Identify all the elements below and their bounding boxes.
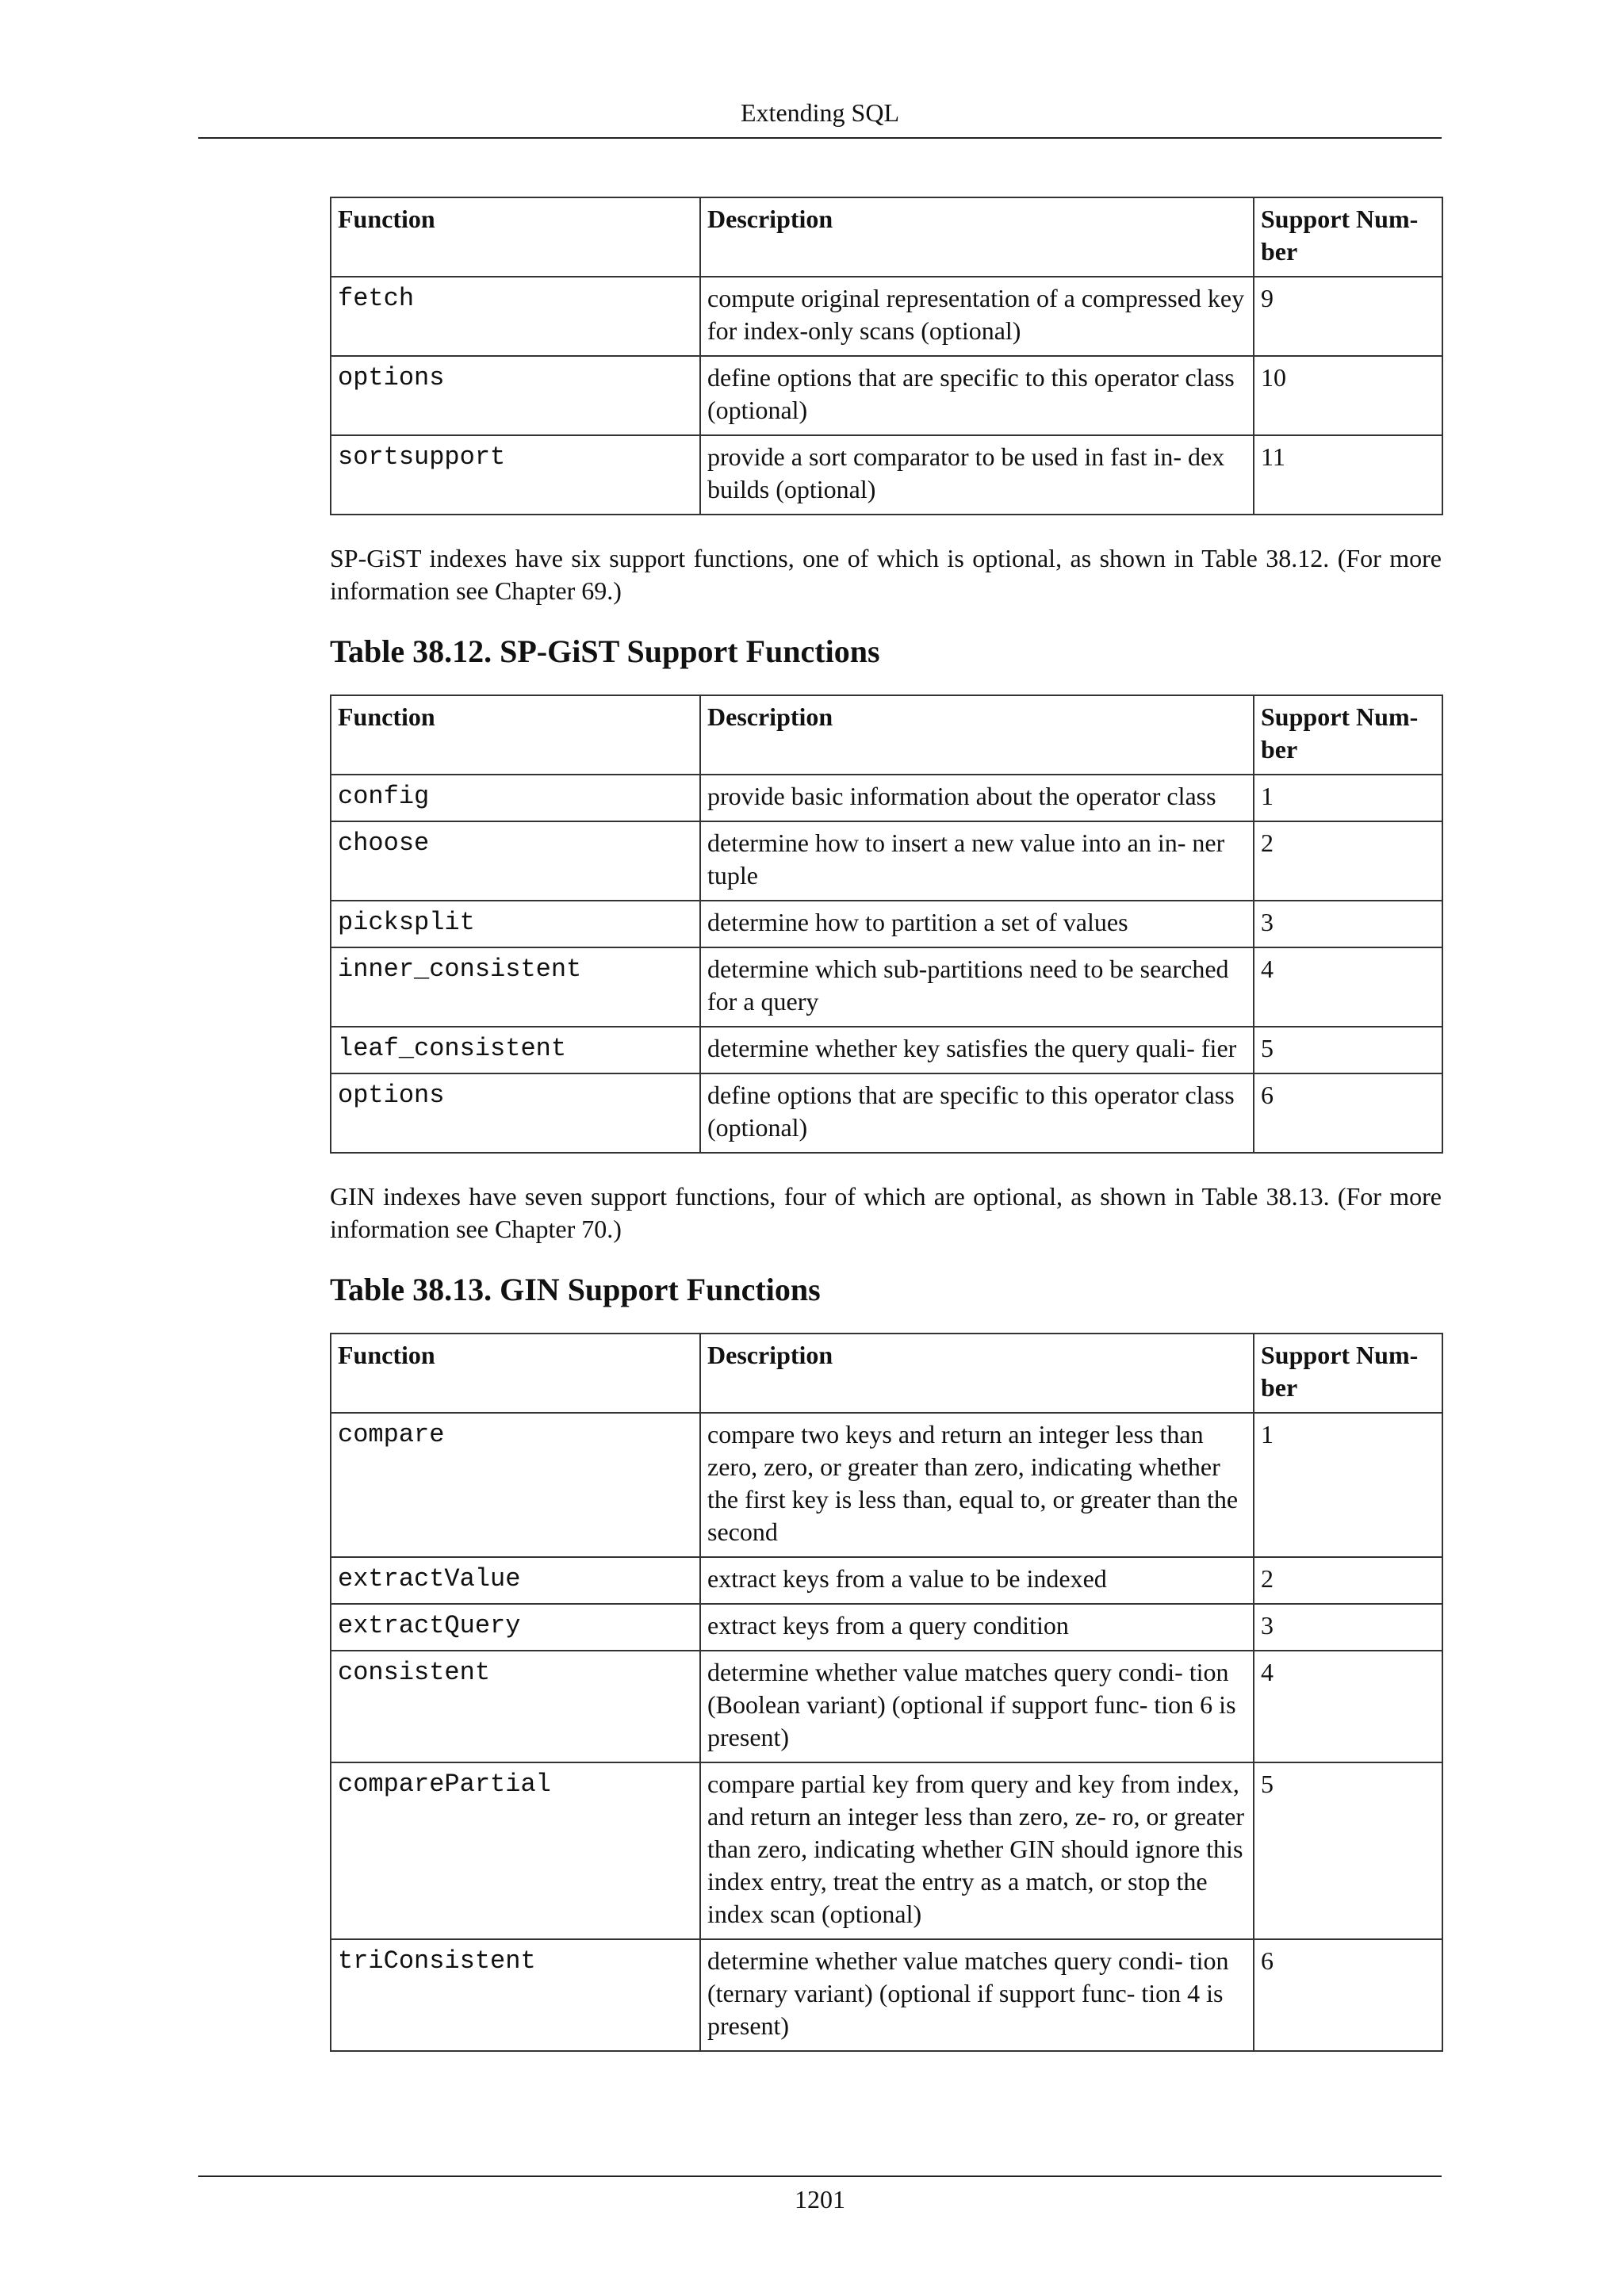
support-number: 5 xyxy=(1254,1762,1442,1939)
table-row xyxy=(331,1027,1442,1073)
column-header-support-number: Support Num- ber xyxy=(1254,695,1442,775)
column-header-function: Function xyxy=(331,1334,700,1413)
paragraph-spgist: SP-GiST indexes have six support functions, one of which is optional, as shown in Table 38.12. (For more information see Chapter 69.) xyxy=(330,544,1442,605)
support-number: 4 xyxy=(1254,1651,1442,1762)
function-name: comparePartial xyxy=(331,1762,700,1939)
function-description: compute original representation of a compressed key for index-only scans (optional) xyxy=(700,277,1254,356)
function-description: determine whether value matches query condi- tion (ternary variant) (optional if support func- tion 4 is present) xyxy=(700,1939,1254,2051)
function-name: triConsistent xyxy=(331,1939,700,2051)
support-number: 10 xyxy=(1254,356,1442,435)
support-number: 11 xyxy=(1254,435,1442,515)
table-row xyxy=(331,277,1442,356)
table-row xyxy=(331,1073,1442,1153)
table-gin xyxy=(330,1333,1443,2052)
support-number: 3 xyxy=(1254,901,1442,947)
table-spgist xyxy=(330,695,1443,1154)
function-description: extract keys from a query condition xyxy=(700,1604,1254,1651)
function-name: extractQuery xyxy=(331,1604,700,1651)
table-row xyxy=(331,775,1442,821)
function-name: choose xyxy=(331,821,700,901)
support-number: 2 xyxy=(1254,821,1442,901)
table-caption-gin: Table 38.13. GIN Support Functions xyxy=(330,1272,821,1307)
support-number: 5 xyxy=(1254,1027,1442,1073)
function-name: extractValue xyxy=(331,1557,700,1604)
support-number: 6 xyxy=(1254,1073,1442,1153)
support-number: 6 xyxy=(1254,1939,1442,2051)
column-header-support-number: Support Num- ber xyxy=(1254,1334,1442,1413)
function-description: compare two keys and return an integer less than zero, zero, or greater than zero, indicating whether the first key is less than, equal to, or greater than the second xyxy=(700,1413,1254,1557)
table-row xyxy=(331,1651,1442,1762)
table-header-row xyxy=(331,695,1442,775)
column-header-function: Function xyxy=(331,695,700,775)
function-name: config xyxy=(331,775,700,821)
table-row xyxy=(331,356,1442,435)
function-description: compare partial key from query and key from index, and return an integer less than zero, ze- ro, or greater than zero, indicating whether GIN should ignore this index entry, treat the entry as a match, or stop the index scan (optional) xyxy=(700,1762,1254,1939)
table-row xyxy=(331,1604,1442,1651)
function-name: compare xyxy=(331,1413,700,1557)
function-name: fetch xyxy=(331,277,700,356)
table-row xyxy=(331,1939,1442,2051)
function-description: provide basic information about the operator class xyxy=(700,775,1254,821)
column-header-support-number: Support Num- ber xyxy=(1254,197,1442,277)
function-name: consistent xyxy=(331,1651,700,1762)
page-content xyxy=(330,197,1442,2052)
support-number: 3 xyxy=(1254,1604,1442,1651)
running-header: Extending SQL xyxy=(741,98,899,127)
support-number: 1 xyxy=(1254,1413,1442,1557)
column-header-description: Description xyxy=(700,1334,1254,1413)
table-header-row xyxy=(331,1334,1442,1413)
footer-rule xyxy=(198,2175,1442,2177)
support-number: 4 xyxy=(1254,947,1442,1027)
table-continued xyxy=(330,197,1443,515)
table-row xyxy=(331,947,1442,1027)
function-name: options xyxy=(331,356,700,435)
function-description: determine whether value matches query condi- tion (Boolean variant) (optional if support func- tion 6 is present) xyxy=(700,1651,1254,1762)
paragraph-gin: GIN indexes have seven support functions, four of which are optional, as shown in Table 38.13. (For more information see Chapter 70.) xyxy=(330,1182,1442,1243)
function-name: picksplit xyxy=(331,901,700,947)
function-name: sortsupport xyxy=(331,435,700,515)
function-description: define options that are specific to this operator class (optional) xyxy=(700,356,1254,435)
function-description: determine how to insert a new value into an in- ner tuple xyxy=(700,821,1254,901)
table-header-row xyxy=(331,197,1442,277)
function-name: options xyxy=(331,1073,700,1153)
column-header-description: Description xyxy=(700,695,1254,775)
table-row xyxy=(331,1413,1442,1557)
page-number: 1201 xyxy=(795,2185,845,2214)
table-row xyxy=(331,435,1442,515)
table-row xyxy=(331,821,1442,901)
table-row xyxy=(331,1557,1442,1604)
function-description: determine which sub-partitions need to be searched for a query xyxy=(700,947,1254,1027)
function-description: provide a sort comparator to be used in fast in- dex builds (optional) xyxy=(700,435,1254,515)
function-description: determine whether key satisfies the query quali- fier xyxy=(700,1027,1254,1073)
support-number: 1 xyxy=(1254,775,1442,821)
function-description: determine how to partition a set of values xyxy=(700,901,1254,947)
table-row xyxy=(331,901,1442,947)
table-row xyxy=(331,1762,1442,1939)
header-rule xyxy=(198,137,1442,139)
function-description: extract keys from a value to be indexed xyxy=(700,1557,1254,1604)
column-header-description: Description xyxy=(700,197,1254,277)
column-header-function: Function xyxy=(331,197,700,277)
function-name: inner_consistent xyxy=(331,947,700,1027)
function-description: define options that are specific to this operator class (optional) xyxy=(700,1073,1254,1153)
support-number: 9 xyxy=(1254,277,1442,356)
support-number: 2 xyxy=(1254,1557,1442,1604)
table-caption-spgist: Table 38.12. SP-GiST Support Functions xyxy=(330,633,880,669)
function-name: leaf_consistent xyxy=(331,1027,700,1073)
